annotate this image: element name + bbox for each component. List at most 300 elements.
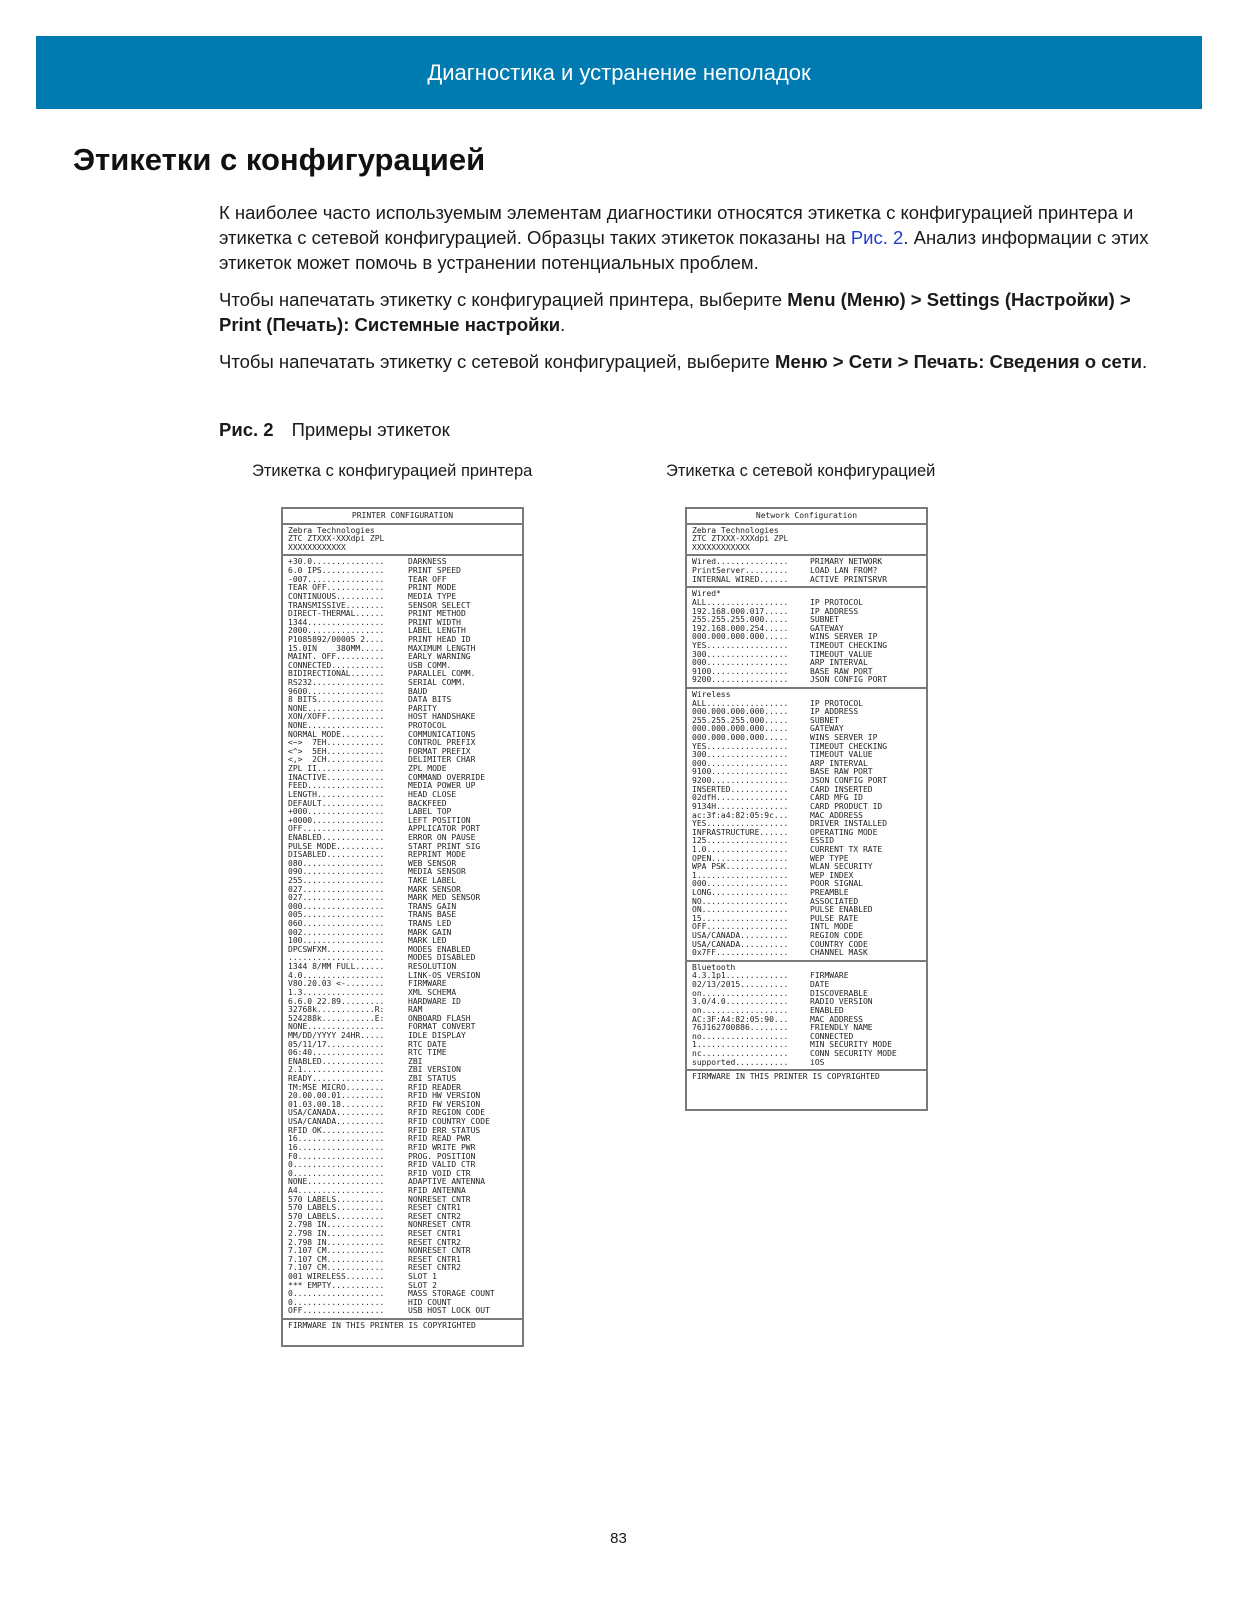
label-row-key: SENSOR SELECT	[408, 601, 471, 610]
label-row-key: ZBI	[408, 1057, 423, 1066]
label-row-key: RFID HW VERSION	[408, 1092, 481, 1101]
label-row-value: NONE................	[288, 704, 385, 713]
label-row	[288, 739, 517, 748]
label-row-value: 570 LABELS..........	[288, 1204, 385, 1213]
label-row-key: TRANS LED	[408, 920, 452, 929]
label-row-value: 0...................	[288, 1169, 385, 1178]
label-row	[692, 872, 921, 881]
label-row-key: CARD PRODUCT ID	[810, 802, 883, 811]
label-row-value: 0...................	[288, 1161, 385, 1170]
label-row-key: DELIMITER CHAR	[408, 756, 476, 765]
label-row-key: RESET CNTR2	[408, 1238, 461, 1247]
label-row	[692, 751, 921, 760]
label-row	[288, 1204, 517, 1213]
label-row-key: HOST HANDSHAKE	[408, 713, 476, 722]
label-row	[692, 1007, 921, 1016]
label-row-value: 02dfH...............	[692, 794, 789, 803]
label-row-value: YES.................	[692, 641, 789, 650]
label-row	[692, 1016, 921, 1025]
label-row	[288, 860, 517, 869]
label-row-value: 1344................	[288, 618, 385, 627]
label-row	[288, 1161, 517, 1170]
label-row-key: XML SCHEMA	[408, 988, 457, 997]
label-row-key: WEB SENSOR	[408, 859, 457, 868]
network-label-title: Network Configuration	[755, 511, 858, 520]
label-row	[692, 676, 921, 685]
label-row-value: DIRECT-THERMAL......	[288, 610, 385, 619]
label-row-key: REPRINT MODE	[408, 851, 466, 860]
chapter-title: Диагностика и устранение неполадок	[427, 59, 811, 85]
label-row	[288, 903, 517, 912]
label-row	[288, 1273, 517, 1282]
label-row	[288, 989, 517, 998]
label-row-value: USA/CANADA..........	[692, 940, 789, 949]
label-row-value: TRANSMISSIVE........	[288, 601, 385, 610]
label-row	[692, 576, 921, 585]
label-row-value: 20.00.00.01.........	[288, 1092, 385, 1101]
label-row-value: 8 BITS..............	[288, 696, 385, 705]
network-label-footer	[687, 1069, 926, 1084]
label-row-value: DEFAULT.............	[288, 799, 385, 808]
label-row-value: 300.................	[692, 751, 789, 760]
paragraph-intro-text: К наиболее часто используемым элементам диагностики относятся этикетка с конфигурацией принтера и этикетка с сетевой конфигурацией. Образцы таких этикеток показаны на	[219, 202, 1134, 248]
label-row-key: DRIVER INSTALLED	[810, 820, 888, 829]
label-row	[288, 619, 517, 628]
label-row-value: 000.................	[692, 659, 789, 668]
label-row	[288, 1084, 517, 1093]
label-row	[288, 817, 517, 826]
label-row	[692, 990, 921, 999]
label-row	[288, 636, 517, 645]
label-row-value: 027.................	[288, 894, 385, 903]
label-row-key: MODES ENABLED	[408, 945, 471, 954]
label-row-value: 000.000.000.000.....	[692, 708, 789, 717]
label-row-value: INACTIVE............	[288, 773, 385, 782]
label-row	[288, 825, 517, 834]
chapter-header-bar	[36, 36, 1202, 109]
label-row-key: FIRMWARE	[810, 972, 849, 981]
label-row-value: 524288k...........E:	[288, 1014, 385, 1023]
label-row	[288, 713, 517, 722]
label-row-key: RESOLUTION	[408, 963, 457, 972]
label-row-key: BASE RAW PORT	[810, 768, 873, 777]
label-row-value: 2.798 IN............	[288, 1221, 385, 1230]
label-row	[692, 668, 921, 677]
label-row-value: 6.0 IPS.............	[288, 567, 385, 576]
label-row-value: 16..................	[288, 1143, 385, 1152]
label-row-value: <,> 2CH............	[288, 756, 385, 765]
label-row	[288, 980, 517, 989]
label-row-key: OPERATING MODE	[810, 828, 878, 837]
label-row-value: 192.168.000.017.....	[692, 607, 789, 616]
label-row-key: FORMAT PREFIX	[408, 747, 471, 756]
label-row-key: IP PROTOCOL	[810, 699, 863, 708]
wired-heading: Wired*	[692, 589, 721, 599]
printer-label-title: PRINTER CONFIGURATION	[351, 511, 454, 520]
label-row	[288, 1075, 517, 1084]
label-row-key: HARDWARE ID	[408, 997, 461, 1006]
label-row-key: CONN SECURITY MODE	[810, 1049, 897, 1058]
label-row-key: RFID VOID CTR	[408, 1169, 471, 1178]
label-row	[288, 627, 517, 636]
label-row	[288, 696, 517, 705]
label-row-value: 570 LABELS..........	[288, 1195, 385, 1204]
label-row-key: ARP INTERVAL	[810, 759, 868, 768]
label-row-key: PARITY	[408, 704, 437, 713]
label-row-key: WLAN SECURITY	[810, 863, 873, 872]
label-row-key: CURRENT TX RATE	[810, 845, 883, 854]
label-row-value: INTERNAL WIRED......	[692, 575, 789, 584]
label-row	[288, 791, 517, 800]
label-row	[288, 1101, 517, 1110]
label-row	[288, 920, 517, 929]
label-row-key: SLOT 1	[408, 1273, 437, 1282]
label-row-key: PROG. POSITION	[408, 1152, 476, 1161]
printer-label-header	[283, 523, 522, 555]
label-row-value: ZPL II..............	[288, 765, 385, 774]
label-row-key: RFID COUNTRY CODE	[408, 1118, 490, 1127]
label-row	[288, 593, 517, 602]
paragraph-intro-tail: . Анализ информации с этих этикеток может помочь в устранении потенциальных проблем.	[219, 227, 1149, 273]
label-row	[692, 567, 921, 576]
label-row	[288, 946, 517, 955]
label-row-key: MARK SENSOR	[408, 885, 461, 894]
paragraph-printer-config-tail: .	[560, 314, 566, 335]
figure-link[interactable]: Рис. 2	[850, 227, 904, 248]
label-row	[692, 837, 921, 846]
label-row	[692, 1024, 921, 1033]
label-row	[288, 1032, 517, 1041]
label-row-value: ALL.................	[692, 598, 789, 607]
label-row	[288, 774, 517, 783]
label-row-value: TEAR OFF............	[288, 584, 385, 593]
label-row-value: RS232...............	[288, 678, 385, 687]
label-row	[288, 731, 517, 740]
label-row-key: LINK-OS VERSION	[408, 971, 481, 980]
label-row	[288, 1049, 517, 1058]
label-row	[692, 889, 921, 898]
label-row-value: <^> 5EH............	[288, 747, 385, 756]
label-row-key: ZBI VERSION	[408, 1066, 461, 1075]
label-row-key: RFID REGION CODE	[408, 1109, 486, 1118]
label-row-value: 005.................	[288, 911, 385, 920]
label-row-key: TIMEOUT CHECKING	[810, 742, 888, 751]
label-row-key: TIMEOUT CHECKING	[810, 641, 888, 650]
label-row-value: TM:MSE MICRO........	[288, 1083, 385, 1092]
label-row-value: NONE................	[288, 1178, 385, 1187]
label-row-key: DISCOVERABLE	[810, 989, 868, 998]
label-row-value: USA/CANADA..........	[692, 932, 789, 941]
label-row-value: XON/XOFF............	[288, 713, 385, 722]
label-row-value: WPA PSK.............	[692, 863, 789, 872]
label-row	[288, 1135, 517, 1144]
label-row-key: MEDIA TYPE	[408, 592, 457, 601]
label-row-key: RFID VALID CTR	[408, 1161, 476, 1170]
label-row	[288, 1282, 517, 1291]
label-row-key: RFID READ PWR	[408, 1135, 471, 1144]
label-row-value: no..................	[692, 1032, 789, 1041]
label-row-key: ASSOCIATED	[810, 897, 859, 906]
label-row	[692, 700, 921, 709]
label-row	[288, 877, 517, 886]
label-row-key: BACKFEED	[408, 799, 447, 808]
label-row	[288, 1127, 517, 1136]
label-row-key: IP PROTOCOL	[810, 598, 863, 607]
label-row-value: 100.................	[288, 937, 385, 946]
label-row	[288, 851, 517, 860]
label-row-value: 0...................	[288, 1290, 385, 1299]
label-row-value: ALL.................	[692, 699, 789, 708]
label-row-key: APPLICATOR PORT	[408, 825, 481, 834]
label-row-key: IDLE DISPLAY	[408, 1031, 466, 1040]
label-row-value: 05/11/17............	[288, 1040, 385, 1049]
label-row-value: INFRASTRUCTURE......	[692, 828, 789, 837]
label-row	[692, 725, 921, 734]
label-row-value: NO..................	[692, 897, 789, 906]
label-row-value: 2000................	[288, 627, 385, 636]
paragraph-network-config	[219, 349, 1169, 374]
label-row	[288, 558, 517, 567]
label-row	[692, 880, 921, 889]
paragraph-network-config-tail: .	[1142, 351, 1148, 372]
network-label-caption: Этикетка с сетевой конфигурацией	[666, 462, 936, 480]
label-row-key: GATEWAY	[810, 725, 844, 734]
label-row-value: 06:40...............	[288, 1049, 385, 1058]
paragraph-printer-config-text: Чтобы напечатать этикетку с конфигурацией принтера, выберите	[219, 289, 788, 310]
label-row-key: SUBNET	[810, 616, 839, 625]
label-row-key: JSON CONFIG PORT	[810, 676, 888, 685]
label-row-value: +0000...............	[288, 816, 385, 825]
label-row-value: 1344 8/MM FULL......	[288, 963, 385, 972]
label-row-value: LONG................	[692, 889, 789, 897]
label-row	[288, 1213, 517, 1222]
label-row	[288, 576, 517, 585]
network-label-header-line: ZTC ZTXXX-XXXdpi ZPL	[692, 534, 789, 544]
label-row-key: RESET CNTR1	[408, 1204, 461, 1213]
wireless-rows	[692, 700, 921, 958]
label-row	[692, 625, 921, 634]
printer-label-footer	[283, 1318, 522, 1333]
label-row-key: MAXIMUM LENGTH	[408, 644, 476, 653]
wired-rows	[692, 599, 921, 685]
label-row-value: DISABLED............	[288, 851, 385, 860]
label-row-value: USA/CANADA..........	[288, 1109, 385, 1118]
label-row	[692, 768, 921, 777]
label-row	[692, 651, 921, 660]
label-row-key: PRINT HEAD ID	[408, 635, 471, 644]
wireless-heading: Wireless	[692, 689, 731, 699]
label-row	[288, 1066, 517, 1075]
label-row-key: COMMAND OVERRIDE	[408, 773, 486, 782]
label-row-value: 000.................	[692, 759, 789, 768]
figure-caption-text: Примеры этикеток	[291, 419, 450, 440]
label-row-key: COMMUNICATIONS	[408, 730, 476, 739]
menu-path-printer-config: Menu (Меню) > Settings (Настройки) > Print (Печать): Системные настройки	[219, 289, 1131, 335]
label-row-value: on..................	[692, 1006, 789, 1015]
label-row-key: PREAMBLE	[810, 889, 849, 897]
label-row-value: supported...........	[692, 1058, 789, 1067]
label-row-value: 2.798 IN............	[288, 1229, 385, 1238]
label-row	[288, 963, 517, 972]
label-row-value: 6.6.0 22.89.........	[288, 997, 385, 1006]
label-row-key: LOAD LAN FROM?	[810, 567, 878, 576]
label-row-key: NONRESET CNTR	[408, 1195, 471, 1204]
label-row	[692, 981, 921, 990]
label-row-key: TEAR OFF	[408, 575, 447, 584]
label-row-key: INTL MODE	[810, 923, 854, 932]
label-row-value: ON..................	[692, 906, 789, 915]
label-row-value: OFF.................	[288, 1307, 385, 1316]
label-row-value: PrintServer.........	[692, 567, 789, 576]
label-row-value: 570 LABELS..........	[288, 1212, 385, 1221]
label-row-key: TRANS GAIN	[408, 902, 457, 911]
label-row-value: <~> 7EH............	[288, 739, 385, 748]
label-row-key: DATE	[810, 981, 830, 990]
label-row	[288, 800, 517, 809]
label-row-value: 000.000.000.000.....	[692, 734, 789, 743]
label-row-key: CARD MFG ID	[810, 794, 863, 803]
label-row-value: 125.................	[692, 837, 789, 846]
label-row-value: 7.107 CM............	[288, 1255, 385, 1264]
label-row	[692, 1059, 921, 1068]
label-row	[692, 794, 921, 803]
page-number: 83	[610, 1530, 627, 1547]
label-row-key: ZPL MODE	[408, 765, 447, 774]
bluetooth-rows	[692, 972, 921, 1067]
label-row-key: BASE RAW PORT	[810, 667, 873, 676]
label-row-value: 15..................	[692, 914, 789, 923]
label-row-value: nc..................	[692, 1049, 789, 1058]
label-row-key: RFID FW VERSION	[408, 1100, 481, 1109]
label-row	[288, 1118, 517, 1127]
label-row-key: LABEL TOP	[408, 808, 452, 817]
label-row-key: CONTROL PREFIX	[408, 739, 476, 748]
printer-label-header-line: ZTC ZTXXX-XXXdpi ZPL	[288, 534, 385, 544]
label-row	[288, 1153, 517, 1162]
label-row-key: ACTIVE PRINTSRVR	[810, 575, 888, 584]
printer-label-header-line: Zebra Technologies	[288, 525, 375, 535]
label-row-key: PULSE ENABLED	[810, 906, 873, 915]
label-row-value: DPCSWFXM............	[288, 945, 385, 954]
label-row	[692, 734, 921, 743]
label-row-key: FORMAT CONVERT	[408, 1023, 476, 1032]
page-title: Этикетки с конфигурацией	[73, 142, 486, 177]
label-row-value: 255.................	[288, 877, 385, 885]
label-row	[288, 894, 517, 903]
body-text	[219, 200, 1169, 386]
label-row	[692, 812, 921, 821]
label-row	[692, 855, 921, 864]
label-row-value: INSERTED............	[692, 785, 789, 794]
label-row-key: FRIENDLY NAME	[810, 1024, 873, 1033]
label-row-key: RTC TIME	[408, 1049, 447, 1058]
label-row	[288, 756, 517, 765]
label-row-key: RADIO VERSION	[810, 998, 873, 1007]
label-row-value: 4.3.1p1.............	[692, 972, 789, 981]
label-row-value: ac:3f:a4:82:05:9c...	[692, 811, 789, 820]
label-row-value: YES.................	[692, 820, 789, 829]
label-row	[692, 923, 921, 932]
label-row-value: 4.0.................	[288, 971, 385, 980]
label-row-key: ONBOARD FLASH	[408, 1014, 471, 1023]
label-row-value: 15.0IN 380MM.....	[288, 644, 385, 653]
label-row-key: PRIMARY NETWORK	[810, 558, 883, 567]
label-row-key: TRANS BASE	[408, 911, 457, 920]
label-row-key: RAM	[408, 1006, 423, 1015]
label-row-value: OFF.................	[692, 923, 789, 932]
label-row-value: YES.................	[692, 742, 789, 751]
label-row-key: CARD INSERTED	[810, 785, 873, 794]
network-label-primary	[687, 554, 926, 586]
label-row-key: POOR SIGNAL	[810, 880, 863, 889]
label-row	[692, 915, 921, 924]
label-row-key: TAKE LABEL	[408, 877, 457, 885]
label-row	[288, 765, 517, 774]
label-row	[692, 558, 921, 567]
label-row	[692, 777, 921, 786]
label-row	[692, 708, 921, 717]
label-row	[288, 1109, 517, 1118]
label-row	[288, 1187, 517, 1196]
paragraph-network-config-text: Чтобы напечатать этикетку с сетевой конфигурацией, выберите	[219, 351, 775, 372]
label-row-value: READY...............	[288, 1075, 385, 1084]
label-row-value: 000.................	[288, 902, 385, 911]
printer-label-footer-text: FIRMWARE IN THIS PRINTER IS COPYRIGHTED	[288, 1321, 476, 1331]
label-row-value: ....................	[288, 954, 385, 963]
label-row-value: 1.0.................	[692, 845, 789, 854]
label-row-key: USB COMM.	[408, 661, 452, 670]
label-row-value: 1...................	[692, 871, 789, 880]
label-row-value: 3.0/4.0.............	[692, 998, 789, 1007]
label-row-key: MODES DISABLED	[408, 954, 476, 963]
label-row-value: 9200................	[692, 777, 789, 786]
label-row	[288, 782, 517, 791]
label-row-value: ENABLED.............	[288, 1057, 385, 1066]
label-row	[288, 1041, 517, 1050]
label-row	[692, 949, 921, 958]
network-label-header-line: XXXXXXXXXXXX	[692, 542, 750, 552]
label-row-value: OFF.................	[288, 825, 385, 834]
label-row	[692, 642, 921, 651]
label-row-value: 000.000.000.000.....	[692, 725, 789, 734]
network-configuration-label	[685, 507, 928, 1111]
label-row	[692, 786, 921, 795]
label-row-value: 1.3.................	[288, 988, 385, 997]
label-row-value: 01.03.00.18.........	[288, 1100, 385, 1109]
label-row	[288, 567, 517, 576]
label-row-key: MAC ADDRESS	[810, 811, 863, 820]
label-row-value: BIDIRECTIONAL.......	[288, 670, 385, 679]
label-row-key: SUBNET	[810, 716, 839, 725]
label-row-value: 027.................	[288, 885, 385, 894]
label-row-key: MEDIA SENSOR	[408, 868, 466, 877]
label-row	[288, 1092, 517, 1101]
label-row	[288, 1239, 517, 1248]
label-row	[288, 1264, 517, 1273]
label-row-value: 090.................	[288, 868, 385, 877]
label-row	[288, 843, 517, 852]
label-row-value: NONE................	[288, 722, 385, 731]
label-row-key: MARK MED SENSOR	[408, 894, 481, 903]
label-row	[692, 1033, 921, 1042]
label-row-value: NORMAL MODE.........	[288, 730, 385, 739]
label-row-key: PULSE RATE	[810, 914, 859, 923]
label-row	[692, 608, 921, 617]
label-row-value: 255.255.255.000.....	[692, 716, 789, 725]
figure-caption	[219, 419, 450, 441]
label-row	[288, 748, 517, 757]
label-row	[288, 1307, 517, 1316]
